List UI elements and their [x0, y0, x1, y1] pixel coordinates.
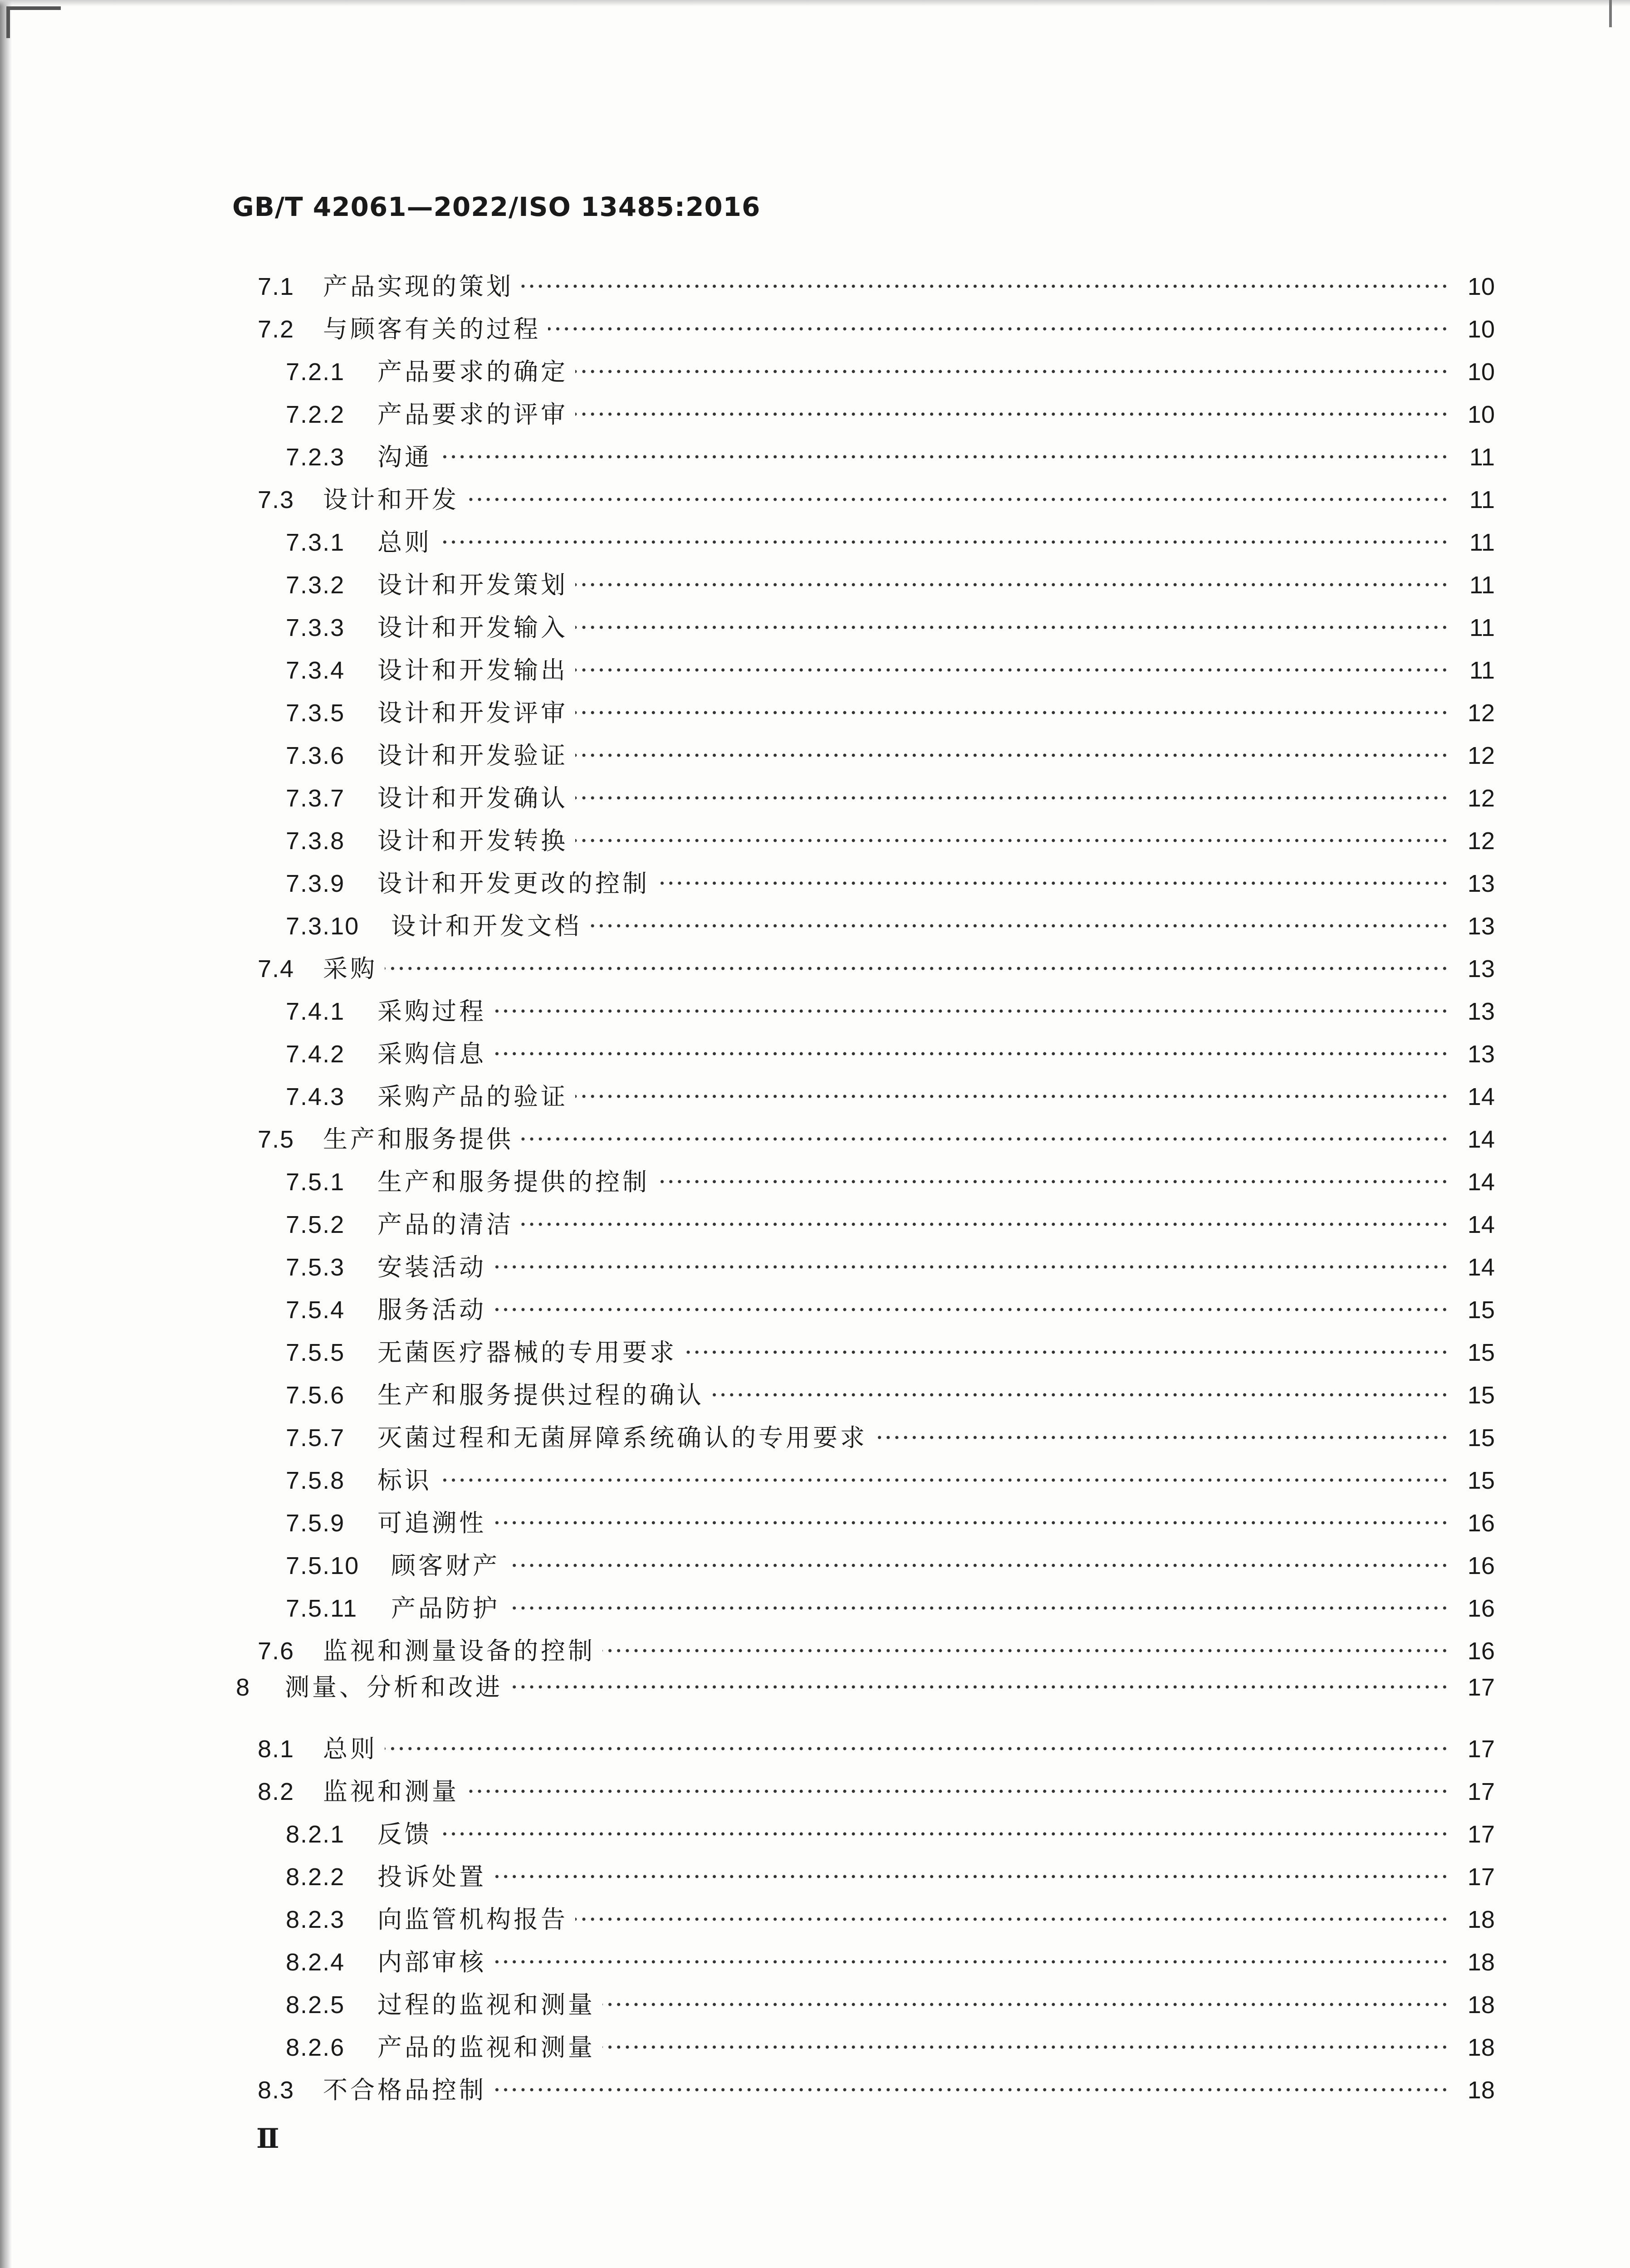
toc-dot-leader [494, 1502, 1449, 1545]
toc-entry-title: 生产和服务提供过程的确认 [377, 1381, 704, 1409]
toc-entry [0, 1331, 1630, 1374]
toc-entry-number: 7.5.3 [286, 1254, 345, 1281]
toc-entry [0, 1289, 1630, 1331]
toc-dot-leader [466, 479, 1449, 521]
toc-entry-title: 投诉处置 [377, 1862, 486, 1891]
toc-entry-number: 7.4 [258, 955, 295, 982]
toc-entry-number: 7.5.9 [286, 1510, 345, 1537]
toc-entry-number: 8.2.6 [286, 2034, 345, 2061]
toc-entry-page: 13 [1467, 1041, 1495, 1068]
toc-entry-page: 14 [1467, 1254, 1495, 1281]
toc-entry-title: 可追溯性 [377, 1509, 486, 1537]
toc-entry-page: 12 [1467, 742, 1495, 769]
toc-entry-number: 7.3.4 [286, 657, 345, 684]
toc-dot-leader [575, 351, 1449, 393]
toc-entry-number: 7.3.5 [286, 699, 345, 727]
toc-entry-title: 设计和开发输出 [377, 656, 568, 684]
toc-dot-leader [575, 649, 1449, 692]
toc-entry-page: 17 [1467, 1735, 1495, 1763]
toc-dot-leader [657, 1161, 1449, 1203]
toc-entry-number: 7.5.5 [286, 1339, 345, 1366]
toc-dot-leader [575, 734, 1449, 777]
toc-dot-leader [494, 1856, 1449, 1898]
toc-entry [0, 1898, 1630, 1941]
toc-entry-title: 监视和测量 [323, 1777, 459, 1806]
toc-dot-leader [575, 393, 1449, 436]
toc-entry-title: 设计和开发 [323, 485, 459, 514]
toc-entry-page: 10 [1467, 273, 1495, 300]
toc-entry-number: 7.5.8 [286, 1467, 345, 1494]
toc-entry-number: 7.3.3 [286, 614, 345, 641]
toc-entry-page: 15 [1467, 1339, 1495, 1366]
toc-entry-page: 15 [1467, 1296, 1495, 1324]
toc-entry-title: 监视和测量设备的控制 [323, 1637, 595, 1665]
toc-entry-number: 7.5.11 [286, 1595, 358, 1622]
toc-dot-leader [548, 308, 1449, 351]
toc-entry-title: 标识 [377, 1466, 432, 1495]
toc-dot-leader [507, 1545, 1449, 1587]
toc-entry [0, 1728, 1630, 1770]
toc-entry-number: 7.2.2 [286, 401, 345, 428]
toc-entry-number: 8.2 [258, 1778, 295, 1805]
edge-mark [1609, 0, 1612, 27]
toc-entry [0, 1203, 1630, 1246]
toc-entry-title: 产品实现的策划 [323, 272, 514, 301]
toc-entry [0, 2026, 1630, 2069]
toc-entry-number: 7.3 [258, 486, 295, 513]
toc-entry-page: 15 [1467, 1382, 1495, 1409]
toc-entry-number: 7.2.3 [286, 444, 345, 471]
toc-dot-leader [466, 1770, 1449, 1813]
toc-entry-number: 8.3 [258, 2077, 295, 2104]
toc-entry-number: 7.5 [258, 1126, 295, 1153]
toc-entry-title: 产品防护 [391, 1594, 500, 1623]
toc-entry-number: 7.2 [258, 316, 295, 343]
toc-dot-leader [385, 948, 1449, 990]
toc-entry-title: 产品的清洁 [377, 1210, 514, 1239]
toc-dot-leader [575, 564, 1449, 606]
page-number: Ⅱ [256, 2124, 279, 2154]
toc-entry [0, 777, 1630, 820]
toc-entry-number: 8.2.3 [286, 1906, 345, 1933]
toc-entry-page: 14 [1467, 1211, 1495, 1238]
toc-entry-title: 生产和服务提供的控制 [377, 1168, 650, 1196]
toc-entry-number: 7.5.4 [286, 1296, 345, 1324]
toc-entry-number: 7.3.7 [286, 785, 345, 812]
toc-entry [0, 1666, 1630, 1709]
toc-entry [0, 1856, 1630, 1898]
toc-entry [0, 564, 1630, 606]
toc-dot-leader [510, 1666, 1449, 1709]
toc-entry [0, 1161, 1630, 1203]
toc-entry-page: 17 [1467, 1674, 1495, 1701]
toc-entry-number: 7.5.2 [286, 1211, 345, 1238]
toc-entry-page: 18 [1467, 2077, 1495, 2104]
toc-dot-leader [494, 1246, 1449, 1289]
toc-entry [0, 1941, 1630, 1984]
toc-entry [0, 1246, 1630, 1289]
toc-dot-leader [575, 1898, 1449, 1941]
toc-entry-page: 16 [1467, 1552, 1495, 1579]
toc-entry-page: 17 [1467, 1821, 1495, 1848]
toc-dot-leader [439, 1813, 1449, 1856]
toc-entry-number: 7.5.10 [286, 1552, 360, 1579]
toc-entry-page: 11 [1469, 529, 1495, 556]
toc-dot-leader [507, 1587, 1449, 1630]
toc-entry [0, 393, 1630, 436]
toc-dot-leader [575, 777, 1449, 820]
toc-dot-leader [494, 990, 1449, 1033]
standard-header: GB/T 42061—2022/ISO 13485:2016 [232, 191, 761, 222]
corner-crop-mark-vertical [6, 6, 10, 38]
toc-entry-number: 7.5.6 [286, 1382, 345, 1409]
toc-dot-leader [575, 1075, 1449, 1118]
toc-dot-leader [494, 1033, 1449, 1075]
toc-entry [0, 265, 1630, 308]
toc-entry [0, 862, 1630, 905]
toc-entry-page: 13 [1467, 998, 1495, 1025]
toc-entry [0, 1545, 1630, 1587]
toc-entry [0, 948, 1630, 990]
toc-entry-title: 设计和开发转换 [377, 826, 568, 855]
toc-entry [0, 1770, 1630, 1813]
toc-entry-page: 17 [1467, 1778, 1495, 1805]
toc-entry-title: 沟通 [377, 443, 432, 471]
toc-entry-page: 16 [1467, 1595, 1495, 1622]
toc-entry-number: 7.3.2 [286, 572, 345, 599]
toc-entry-page: 10 [1467, 316, 1495, 343]
toc-entry-title: 顾客财产 [391, 1551, 500, 1580]
toc-entry-title: 设计和开发策划 [377, 571, 568, 599]
toc-dot-leader [439, 1459, 1449, 1502]
toc-entry-page: 14 [1467, 1168, 1495, 1196]
toc-dot-leader [684, 1331, 1449, 1374]
toc-entry-page: 11 [1469, 486, 1495, 513]
toc-dot-leader [602, 2026, 1449, 2069]
toc-entry [0, 1075, 1630, 1118]
toc-entry-number: 7.1 [258, 273, 295, 300]
toc-entry-title: 总则 [377, 528, 432, 557]
toc-entry-number: 7.3.1 [286, 529, 345, 556]
toc-entry [0, 1502, 1630, 1545]
toc-entry-title: 向监管机构报告 [377, 1905, 568, 1934]
toc-dot-leader [575, 606, 1449, 649]
toc-entry-title: 生产和服务提供 [323, 1125, 514, 1154]
toc-entry-title: 设计和开发更改的控制 [377, 869, 650, 898]
toc-entry-title: 服务活动 [377, 1295, 486, 1324]
toc-entry [0, 606, 1630, 649]
toc-entry-title: 内部审核 [377, 1948, 486, 1976]
toc-entry-title: 采购 [323, 954, 377, 983]
toc-entry-title: 采购过程 [377, 997, 486, 1026]
toc-entry-page: 14 [1467, 1083, 1495, 1110]
toc-dot-leader [521, 1118, 1449, 1161]
toc-dot-leader [602, 1984, 1449, 2026]
toc-entry-page: 15 [1467, 1424, 1495, 1452]
toc-entry [0, 2069, 1630, 2112]
toc-entry-page: 11 [1469, 444, 1495, 471]
toc-entry-title: 不合格品控制 [323, 2076, 486, 2104]
toc-entry-page: 13 [1467, 913, 1495, 940]
toc-dot-leader [875, 1417, 1449, 1459]
toc-entry-number: 8.2.4 [286, 1949, 345, 1976]
toc-entry-title: 安装活动 [377, 1253, 486, 1281]
toc-entry-title: 与顾客有关的过程 [323, 315, 541, 343]
toc-dot-leader [589, 905, 1449, 948]
toc-entry-number: 8 [236, 1674, 251, 1701]
toc-entry-title: 测量、分析和改进 [285, 1673, 503, 1701]
toc-entry [0, 521, 1630, 564]
toc-entry-number: 7.5.1 [286, 1168, 345, 1196]
toc-entry-number: 7.6 [258, 1637, 295, 1665]
toc-entry [0, 1417, 1630, 1459]
toc-entry-title: 设计和开发验证 [377, 741, 568, 770]
scan-top-shadow [0, 0, 1630, 6]
toc-entry-page: 16 [1467, 1637, 1495, 1665]
toc-entry-number: 8.2.5 [286, 1991, 345, 2019]
toc-entry-page: 18 [1467, 1949, 1495, 1976]
toc-entry [0, 1033, 1630, 1075]
toc-entry-title: 反馈 [377, 1820, 432, 1848]
toc-entry-page: 13 [1467, 955, 1495, 982]
toc-entry [0, 1118, 1630, 1161]
toc-entry-title: 灭菌过程和无菌屏障系统确认的专用要求 [377, 1423, 867, 1452]
toc-entry-title: 采购产品的验证 [377, 1082, 568, 1111]
toc-entry-page: 15 [1467, 1467, 1495, 1494]
toc-entry-number: 7.2.1 [286, 358, 345, 386]
toc-entry-number: 8.2.2 [286, 1863, 345, 1891]
toc-dot-leader [521, 1203, 1449, 1246]
toc-entry-page: 11 [1469, 572, 1495, 599]
toc-entry-number: 7.3.6 [286, 742, 345, 769]
toc-entry-title: 无菌医疗器械的专用要求 [377, 1338, 677, 1367]
toc-entry [0, 308, 1630, 351]
toc-entry-title: 设计和开发输入 [377, 613, 568, 642]
toc-entry [0, 820, 1630, 862]
toc-entry-page: 14 [1467, 1126, 1495, 1153]
toc-entry [0, 1374, 1630, 1417]
toc-entry-page: 12 [1467, 699, 1495, 727]
corner-crop-mark [6, 6, 61, 10]
toc-entry-number: 7.3.10 [286, 913, 360, 940]
toc-entry [0, 1984, 1630, 2026]
toc-entry-number: 7.3.8 [286, 827, 345, 855]
toc-entry-title: 设计和开发确认 [377, 784, 568, 812]
toc-entry [0, 351, 1630, 393]
toc-dot-leader [657, 862, 1449, 905]
toc-entry [0, 1813, 1630, 1856]
toc-entry [0, 734, 1630, 777]
toc-entry-page: 18 [1467, 1991, 1495, 2019]
toc-entry-title: 产品要求的评审 [377, 400, 568, 429]
toc-entry-title: 产品的监视和测量 [377, 2033, 595, 2062]
toc-entry-number: 8.1 [258, 1735, 295, 1763]
toc-entry-page: 18 [1467, 2034, 1495, 2061]
toc-entry [0, 1459, 1630, 1502]
toc-dot-leader [385, 1728, 1449, 1770]
toc-entry-title: 过程的监视和测量 [377, 1990, 595, 2019]
toc-entry [0, 479, 1630, 521]
toc-dot-leader [439, 436, 1449, 479]
toc-dot-leader [494, 2069, 1449, 2112]
toc-entry [0, 1587, 1630, 1630]
toc-entry-number: 7.4.3 [286, 1083, 345, 1110]
toc-entry-title: 设计和开发评审 [377, 699, 568, 727]
toc-entry-page: 12 [1467, 785, 1495, 812]
toc-entry-page: 10 [1467, 358, 1495, 386]
toc-dot-leader [494, 1941, 1449, 1984]
toc-entry [0, 692, 1630, 734]
toc-entry-title: 总则 [323, 1735, 377, 1763]
toc-entry-page: 11 [1469, 657, 1495, 684]
toc-entry [0, 436, 1630, 479]
toc-dot-leader [521, 265, 1449, 308]
toc-entry-number: 7.5.7 [286, 1424, 345, 1452]
toc-entry-page: 11 [1469, 614, 1495, 641]
toc-entry-title: 设计和开发文档 [391, 912, 582, 940]
toc-entry-page: 17 [1467, 1863, 1495, 1891]
toc-entry-title: 产品要求的确定 [377, 357, 568, 386]
toc-entry [0, 649, 1630, 692]
toc-entry [0, 905, 1630, 948]
toc-entry-page: 10 [1467, 401, 1495, 428]
toc-dot-leader [494, 1289, 1449, 1331]
toc-dot-leader [711, 1374, 1449, 1417]
toc-entry-page: 16 [1467, 1510, 1495, 1537]
toc-entry-number: 7.3.9 [286, 870, 345, 897]
toc-entry-number: 8.2.1 [286, 1821, 345, 1848]
toc-entry-number: 7.4.2 [286, 1041, 345, 1068]
toc-entry-title: 采购信息 [377, 1040, 486, 1068]
toc-entry-number: 7.4.1 [286, 998, 345, 1025]
toc-entry-page: 12 [1467, 827, 1495, 855]
toc-entry [0, 990, 1630, 1033]
toc-dot-leader [575, 820, 1449, 862]
toc-entry-page: 13 [1467, 870, 1495, 897]
toc-entry-page: 18 [1467, 1906, 1495, 1933]
toc-dot-leader [439, 521, 1449, 564]
toc-dot-leader [575, 692, 1449, 734]
